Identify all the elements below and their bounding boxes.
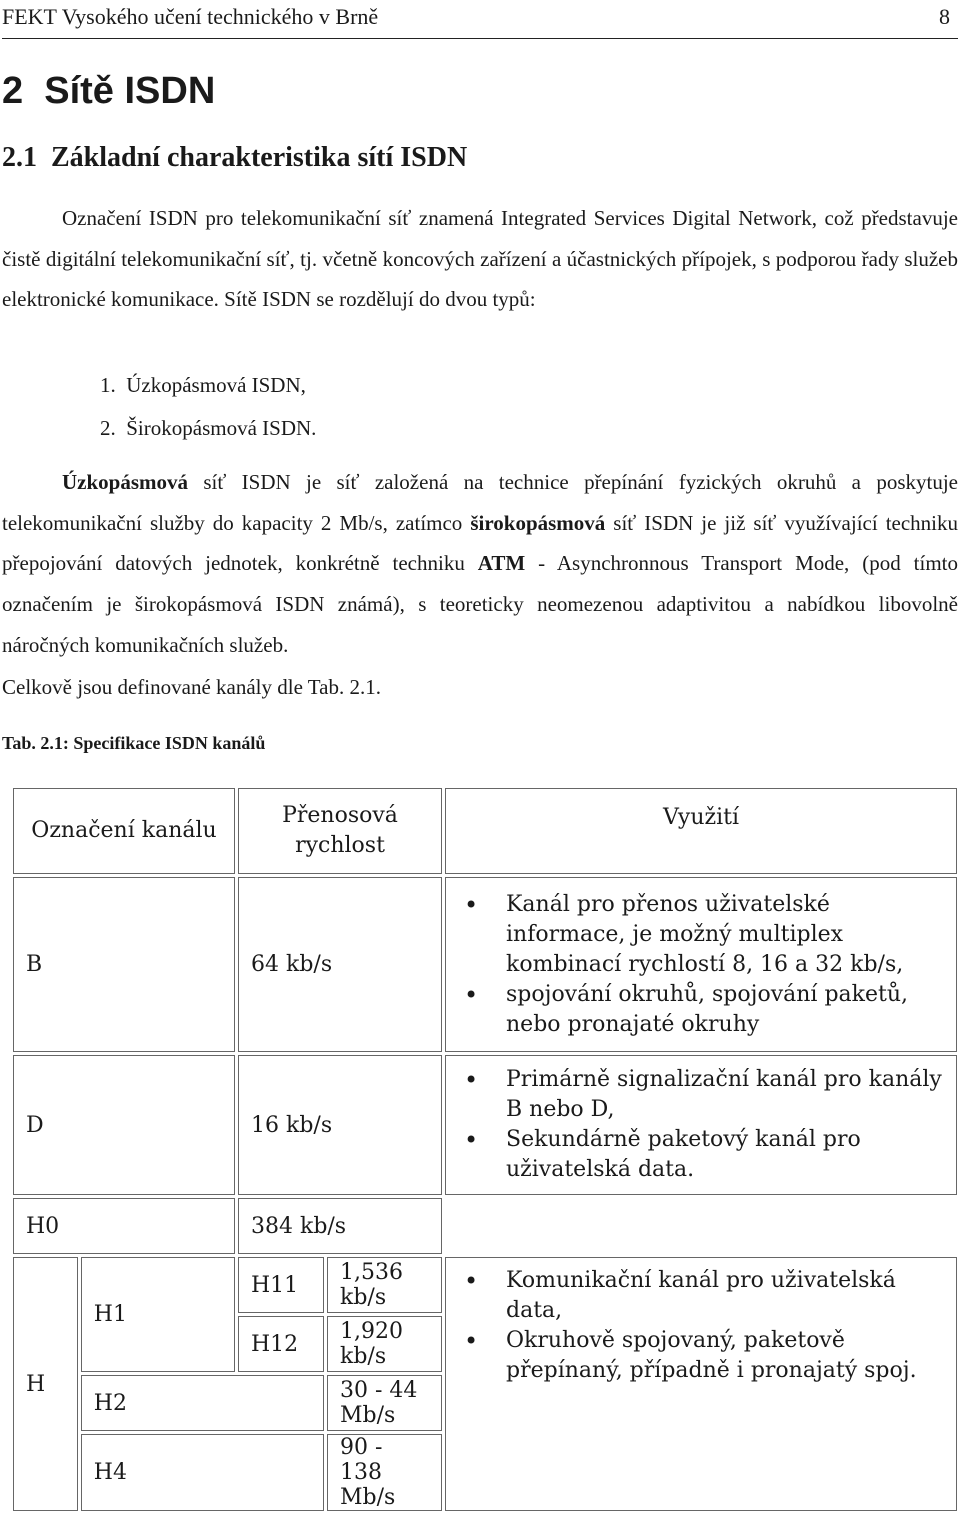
- channel-name-b: B: [13, 877, 235, 1052]
- channel-name-h12: H12: [238, 1316, 324, 1372]
- usage-item: • Kanál pro přenos uživatelské informace, je možný multiplex kombinací rychlostí 8, 16 a 32 kb/s,: [458, 890, 944, 980]
- usage-item: • Okruhově spojovaný, paketově přepínaný, případně i pronajatý spoj.: [458, 1326, 944, 1386]
- paragraph-text: - Asynchronnous Transport Mode, (pod tímto označením je širokopásmová ISDN známá), s teoreticky neomezenou adaptivitou a nabídkou libovolně náročných komunikačních služeb.: [2, 551, 958, 657]
- usage-item: • Sekundárně paketový kanál pro uživatelská data.: [458, 1125, 944, 1185]
- usage-item: • Primárně signalizační kanál pro kanály B nebo D,: [458, 1065, 944, 1125]
- header-channel: Označení kanálu: [13, 788, 235, 874]
- page-number: 8: [939, 4, 950, 29]
- header-rate: Přenosová rychlost: [238, 788, 442, 874]
- description-paragraph: [2, 462, 958, 666]
- channel-name-h2: H2: [81, 1375, 324, 1431]
- empty-cell: [445, 1198, 957, 1254]
- channel-rate-h12: 1,920 kb/s: [327, 1316, 442, 1372]
- channel-rate-h0: 384 kb/s: [238, 1198, 442, 1254]
- table-caption: Tab. 2.1: Specifikace ISDN kanálů: [2, 733, 266, 753]
- header-title: FEKT Vysokého učení technického v Brně: [2, 4, 379, 29]
- channel-rate-d: 16 kb/s: [238, 1055, 442, 1195]
- isdn-channel-table: [10, 785, 960, 1514]
- list-item: 2. Širokopásmová ISDN.: [100, 416, 317, 440]
- term-narrowband: Úzkopásmová: [62, 470, 189, 494]
- header-usage: Využití: [445, 788, 957, 874]
- channel-name-h1: H1: [81, 1257, 235, 1372]
- channel-name-h4: H4: [81, 1434, 324, 1511]
- intro-paragraph: Označení ISDN pro telekomunikační síť znamená Integrated Services Digital Network, což představuje čistě digitální telekomunikační síť, tj. včetně koncových zařízení a účastnických přípojek, s podporou řady služeb elektronické komunikace. Sítě ISDN se rozdělují do dvou typů:: [2, 206, 958, 312]
- paragraph-text: síť ISDN je již síť využívající techniku přepojování datových jednotek, konkrétně techniku: [2, 510, 959, 576]
- channel-name-h11: H11: [238, 1257, 324, 1313]
- section-heading: 2.1 Základní charakteristika sítí ISDN: [2, 142, 468, 173]
- channel-rate-h11: 1,536 kb/s: [327, 1257, 442, 1313]
- term-atm: ATM: [477, 551, 526, 576]
- channel-usage-b: [445, 877, 957, 1052]
- channel-usage-h: [445, 1257, 957, 1511]
- channel-rate-h4: 90 - 138 Mb/s: [327, 1434, 442, 1511]
- channel-rate-h2: 30 - 44 Mb/s: [327, 1375, 442, 1431]
- channel-usage-d: [445, 1055, 957, 1195]
- reference-paragraph: Celkově jsou definované kanály dle Tab. 2.1.: [2, 675, 381, 699]
- usage-item: • spojování okruhů, spojování paketů, nebo pronajaté okruhy: [458, 980, 944, 1040]
- page-header: [2, 0, 958, 39]
- chapter-heading: 2 Sítě ISDN: [2, 70, 216, 112]
- usage-item: • Komunikační kanál pro uživatelská data,: [458, 1266, 944, 1326]
- list-item: 1. Úzkopásmová ISDN,: [100, 373, 306, 397]
- channel-rate-b: 64 kb/s: [238, 877, 442, 1052]
- paragraph-text: síť ISDN je síť založená na technice přepínání fyzických okruhů a poskytuje telekomunikační služby do kapacity 2 Mb/s, zatímco: [2, 470, 958, 535]
- channel-name-d: D: [13, 1055, 235, 1195]
- channel-name-h0: H0: [13, 1198, 235, 1254]
- channel-name-h: H: [13, 1257, 78, 1511]
- term-broadband: širokopásmová: [470, 510, 606, 535]
